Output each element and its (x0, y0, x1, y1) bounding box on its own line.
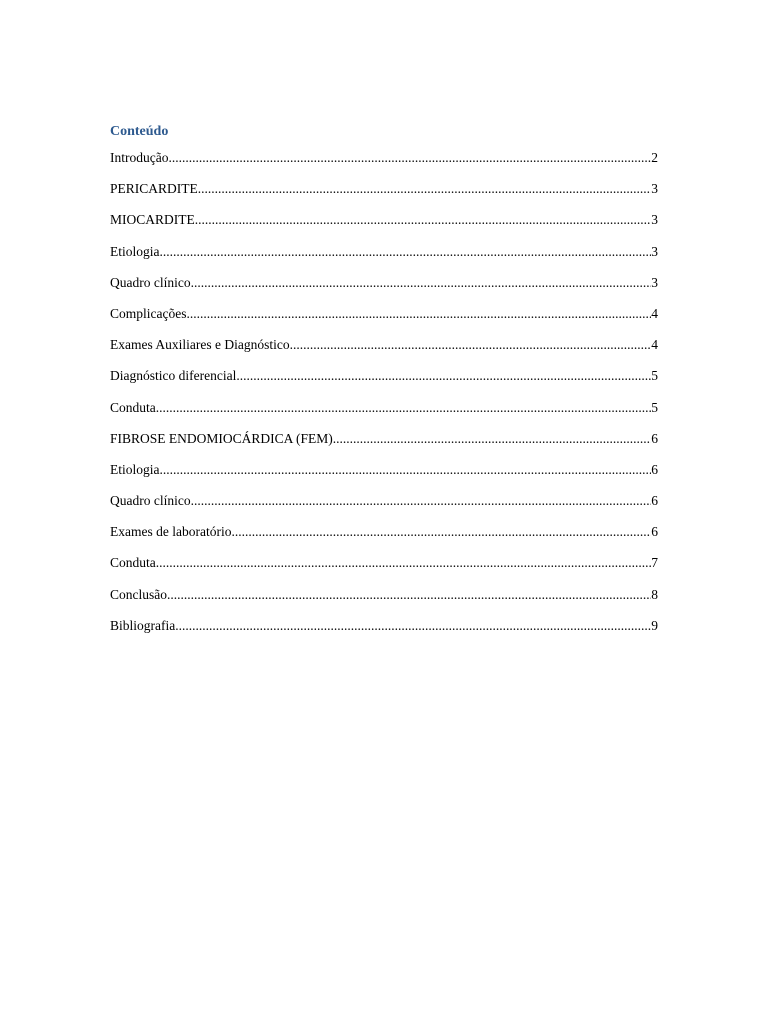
toc-entry-quadro-clinico-fem[interactable] (110, 492, 658, 523)
dot-leader (195, 211, 652, 229)
toc-entry-title: Complicações (110, 305, 187, 321)
dot-leader (160, 243, 652, 261)
toc-entry-page: 2 (651, 150, 658, 165)
dot-leader (231, 523, 651, 541)
toc-entry-title: Exames de laboratório (110, 524, 232, 540)
dot-leader (198, 180, 652, 198)
toc-entry-etiologia-fem[interactable] (110, 461, 658, 492)
dot-leader (156, 399, 652, 417)
toc-entry-title: Quadro clínico (110, 274, 191, 290)
dot-leader (175, 617, 651, 635)
toc-entry-conduta[interactable] (110, 399, 658, 430)
dot-leader (191, 492, 652, 510)
toc-entry-page: 3 (651, 243, 658, 259)
toc-entry-diagnostico-diferencial[interactable] (110, 367, 658, 398)
dot-leader (290, 336, 652, 354)
toc-entry-complicacoes[interactable] (110, 305, 658, 336)
toc-entry-page: 6 (651, 524, 658, 540)
toc-entry-page: 5 (651, 368, 658, 384)
toc-entry-fibrose-endomiocardica[interactable] (110, 430, 658, 461)
toc-entry-page: 6 (651, 461, 658, 477)
toc-entry-title: Diagnóstico diferencial (110, 368, 237, 384)
toc-entry-title: PERICARDITE (110, 181, 198, 197)
toc-entry-page: 8 (651, 586, 658, 602)
toc-entry-conclusao[interactable] (110, 586, 658, 617)
toc-entry-bibliografia[interactable] (110, 617, 658, 648)
toc-entry-title: Quadro clínico (110, 493, 191, 509)
toc-entry-page: 4 (651, 337, 658, 353)
toc-heading: Conteúdo (110, 124, 169, 139)
toc-entry-title: Introdução (110, 150, 169, 165)
toc-entry-page: 7 (651, 555, 658, 571)
dot-leader (186, 305, 651, 323)
dot-leader (167, 586, 651, 604)
toc-entry-introducao[interactable] (110, 149, 658, 180)
toc-entry-page: 3 (651, 181, 658, 197)
toc-entry-page: 4 (651, 305, 658, 321)
dot-leader (160, 461, 652, 479)
dot-leader (333, 430, 651, 448)
toc-entry-page: 9 (651, 617, 658, 633)
table-of-contents (110, 149, 658, 648)
toc-entry-page: 6 (651, 430, 658, 446)
toc-entry-exames-auxiliares[interactable] (110, 336, 658, 367)
dot-leader (168, 149, 651, 167)
toc-entry-pericardite[interactable] (110, 180, 658, 211)
toc-entry-page: 3 (651, 212, 658, 228)
toc-entry-title: FIBROSE ENDOMIOCÁRDICA (FEM) (110, 430, 333, 446)
toc-entry-page: 6 (651, 493, 658, 509)
toc-entry-title: Conduta (110, 555, 156, 571)
toc-entry-etiologia[interactable] (110, 243, 658, 274)
toc-entry-exames-laboratorio[interactable] (110, 523, 658, 554)
toc-entry-title: Conduta (110, 399, 156, 415)
toc-entry-title: Conclusão (110, 586, 167, 602)
toc-entry-quadro-clinico[interactable] (110, 274, 658, 305)
dot-leader (156, 554, 652, 572)
toc-entry-page: 3 (651, 274, 658, 290)
toc-entry-title: Bibliografia (110, 617, 176, 633)
toc-entry-title: Etiologia (110, 243, 160, 259)
toc-entry-title: Etiologia (110, 461, 160, 477)
dot-leader (236, 367, 651, 385)
toc-entry-title: MIOCARDITE (110, 212, 195, 228)
dot-leader (191, 274, 652, 292)
toc-entry-miocardite[interactable] (110, 211, 658, 242)
toc-entry-page: 5 (651, 399, 658, 415)
toc-entry-title: Exames Auxiliares e Diagnóstico (110, 337, 290, 353)
toc-entry-conduta-fem[interactable] (110, 554, 658, 585)
